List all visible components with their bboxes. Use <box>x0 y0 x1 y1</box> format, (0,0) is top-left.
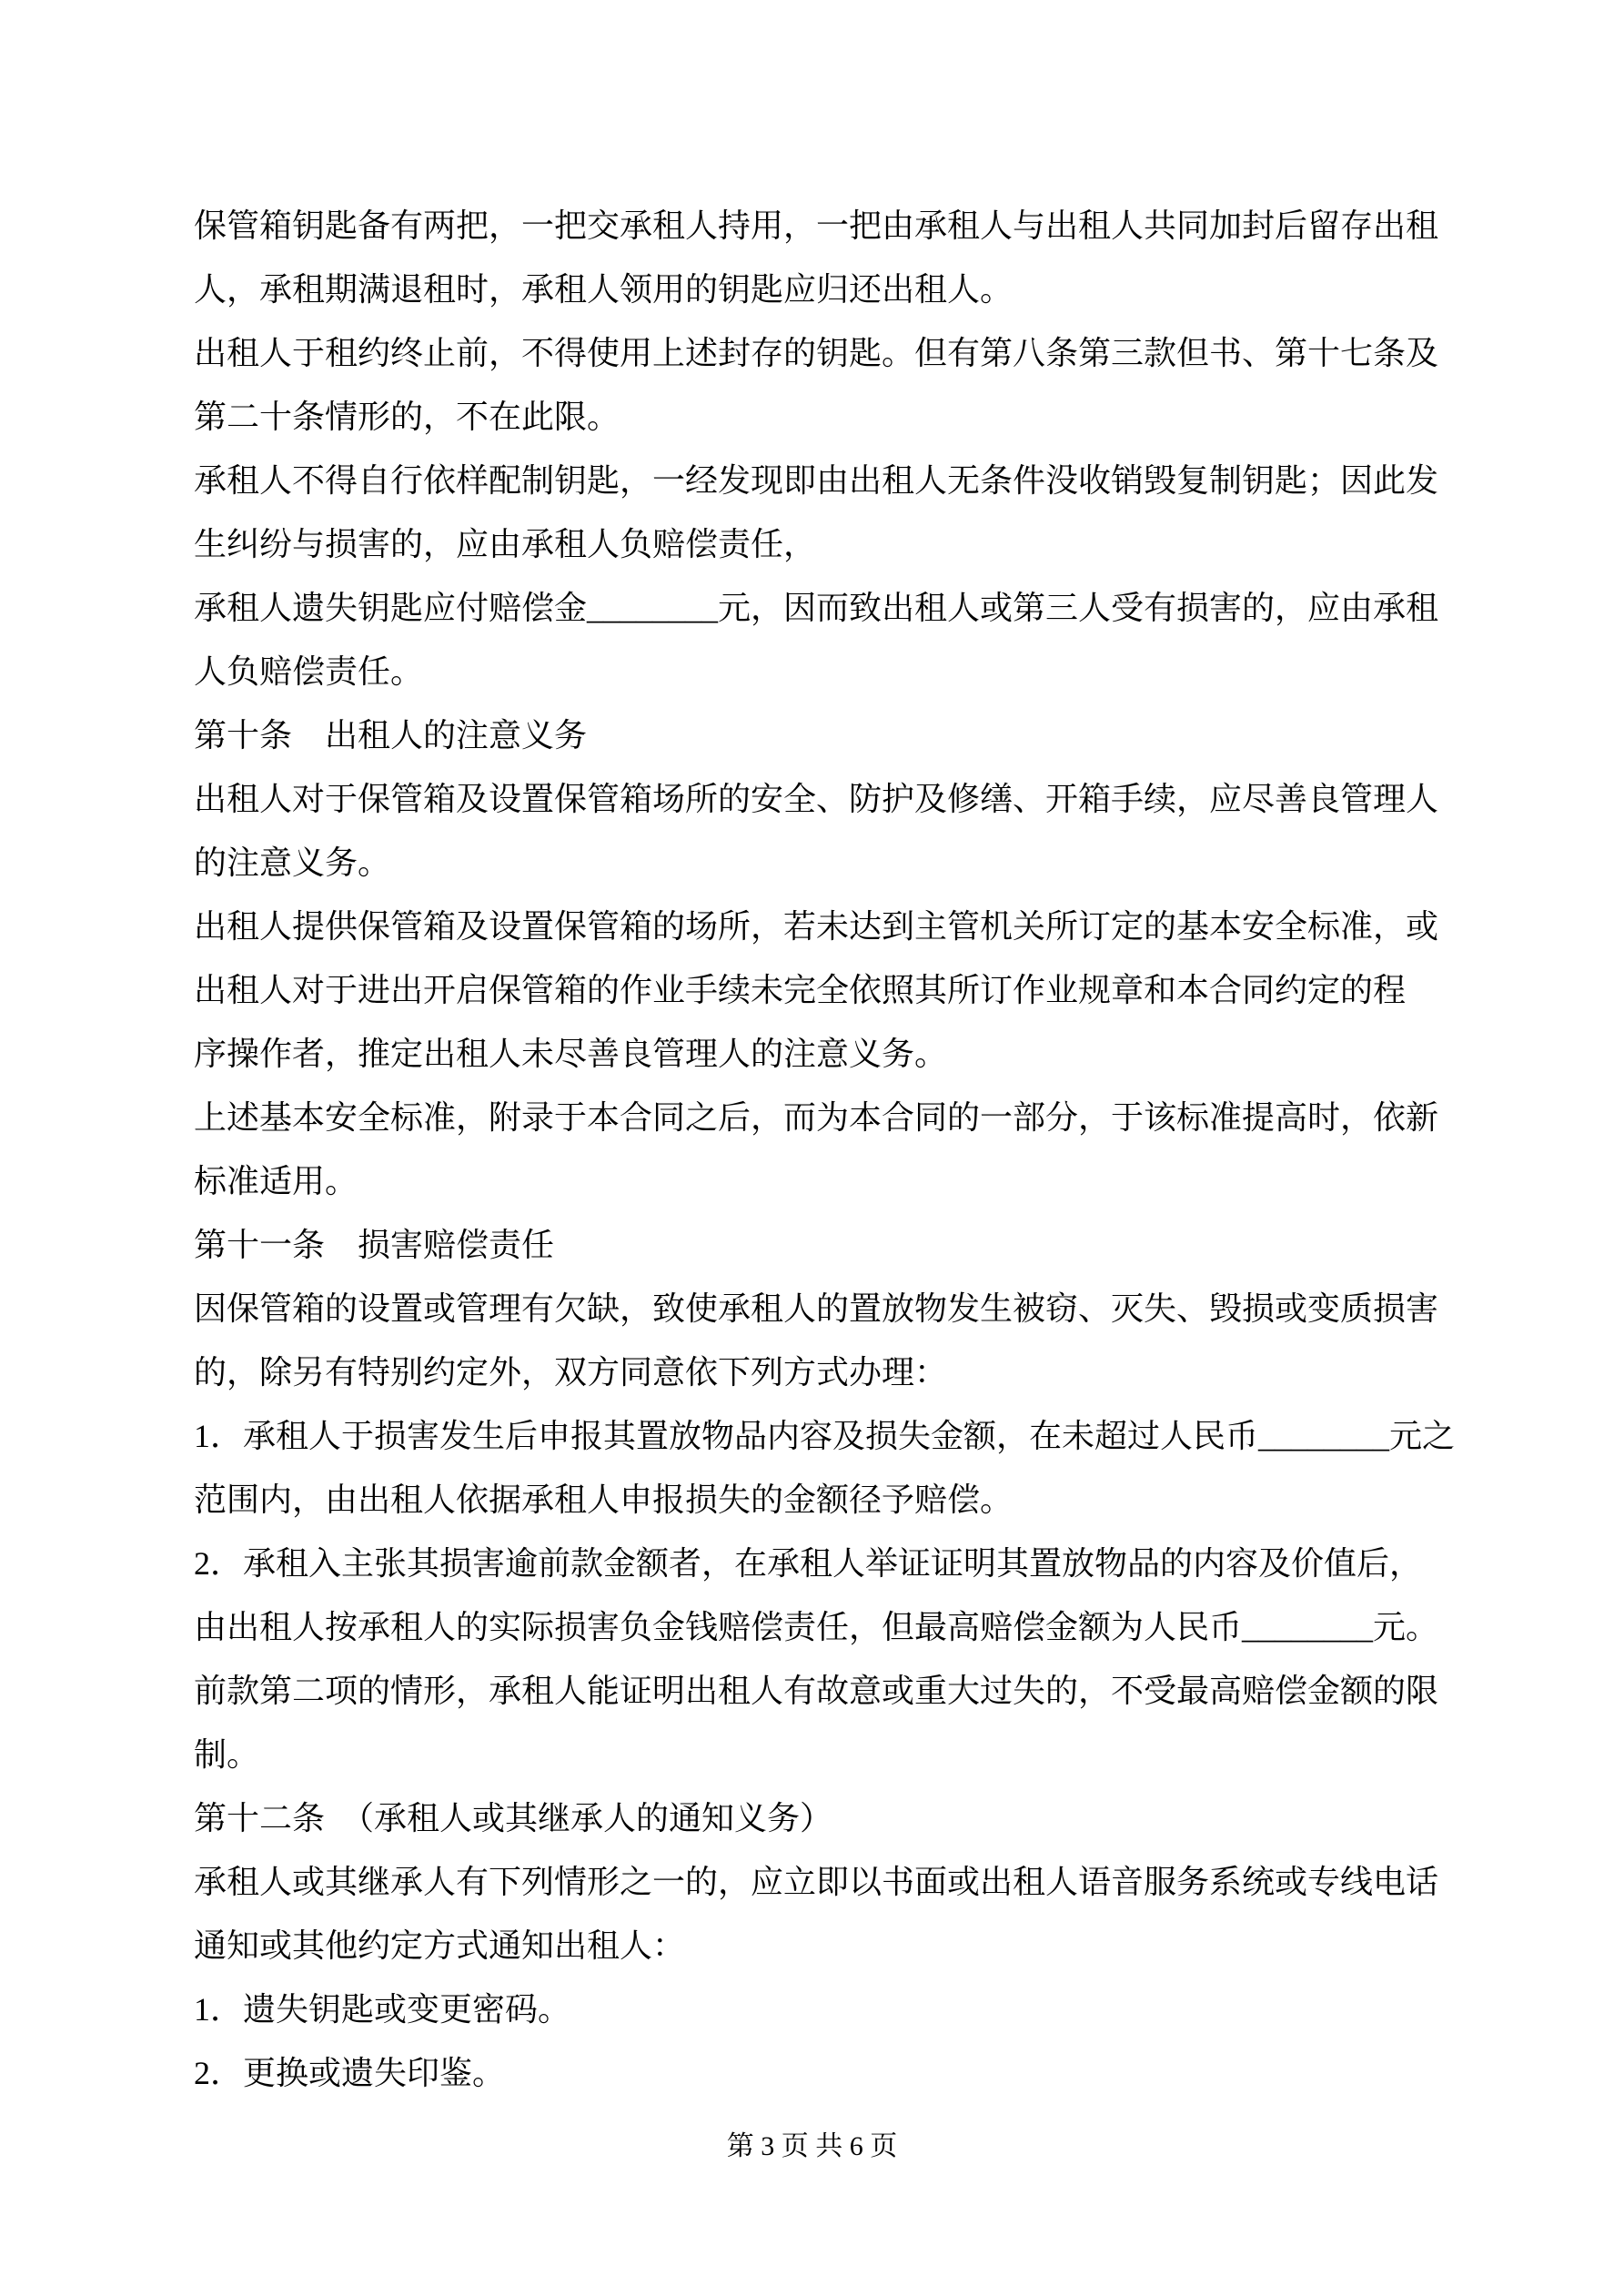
contract-body <box>194 194 1456 2105</box>
contract-text-line: 承租人或其继承人有下列情形之一的，应立即以书面或出租人语音服务系统或专线电话 <box>194 1864 1439 1900</box>
contract-text-line: 通知或其他约定方式通知出租人： <box>194 1927 686 1964</box>
contract-text-line: 第十一条 损害赔偿责任 <box>194 1227 555 1263</box>
contract-text-line: 前款第二项的情形，承租人能证明出租人有故意或重大过失的，不受最高赔偿金额的限 <box>194 1673 1439 1709</box>
contract-text-line: 2．承租入主张其损害逾前款金额者，在承租人举证证明其置放物品的内容及价值后， <box>194 1545 1423 1582</box>
contract-text-line: 出租人提供保管箱及设置保管箱的场所，若未达到主管机关所订定的基本安全标准，或 <box>194 908 1439 945</box>
contract-text-line: 序操作者，推定出租人未尽善良管理人的注意义务。 <box>194 1036 948 1072</box>
contract-text-line: 2．更换或遗失印鉴。 <box>194 2055 506 2091</box>
contract-text-line: 保管箱钥匙备有两把，一把交承租人持用，一把由承租人与出租人共同加封后留存出租 <box>194 207 1439 244</box>
contract-text-line: 的注意义务。 <box>194 845 391 881</box>
contract-text-line: 承租人遗失钥匙应付赔偿金________元，因而致出租人或第三人受有损害的，应由承租 <box>194 590 1439 626</box>
contract-text-line: 出租人于租约终止前，不得使用上述封存的钥匙。但有第八条第三款但书、第十七条及 <box>194 335 1439 371</box>
contract-text-line: 出租人对于保管箱及设置保管箱场所的安全、防护及修缮、开箱手续，应尽善良管理人 <box>194 781 1439 817</box>
contract-text-line: 第二十条情形的，不在此限。 <box>194 399 620 435</box>
contract-text-line: 1．承租人于损害发生后申报其置放物品内容及损失金额，在未超过人民币________元之 <box>194 1418 1456 1454</box>
contract-text-line: 制。 <box>194 1736 260 1773</box>
contract-text-line: 的，除另有特别约定外，双方同意依下列方式办理： <box>194 1354 948 1391</box>
contract-text-line: 第十二条 （承租人或其继承人的通知义务） <box>194 1800 833 1836</box>
contract-text-line: 1．遗失钥匙或变更密码。 <box>194 1991 571 2028</box>
contract-text-line: 人负赔偿责任。 <box>194 653 424 690</box>
contract-text-line: 生纠纷与损害的，应由承租人负赔偿责任， <box>194 526 817 562</box>
page-number-label: 第 3 页 共 6 页 <box>726 2131 898 2161</box>
contract-text-line: 出租人对于进出开启保管箱的作业手续未完全依照其所订作业规章和本合同约定的程 <box>194 972 1407 1008</box>
contract-text-line: 标准适用。 <box>194 1163 358 1199</box>
contract-text-line: 人，承租期满退租时，承租人领用的钥匙应归还出租人。 <box>194 271 1014 308</box>
contract-text-line: 上述基本安全标准，附录于本合同之后，而为本合同的一部分，于该标准提高时，依新 <box>194 1099 1439 1136</box>
contract-text-line: 第十条 出租人的注意义务 <box>194 717 588 754</box>
contract-text-line: 因保管箱的设置或管理有欠缺，致使承租人的置放物发生被窃、灭失、毁损或变质损害 <box>194 1290 1439 1327</box>
contract-text-line: 由出租人按承租人的实际损害负金钱赔偿责任，但最高赔偿金额为人民币________元。 <box>194 1609 1439 1645</box>
page-footer <box>0 2129 1624 2165</box>
contract-text-line: 范围内，由出租人依据承租人申报损失的金额径予赔偿。 <box>194 1482 1014 1518</box>
contract-text-line: 承租人不得自行依样配制钥匙，一经发现即由出租人无条件没收销毁复制钥匙；因此发 <box>194 462 1439 499</box>
